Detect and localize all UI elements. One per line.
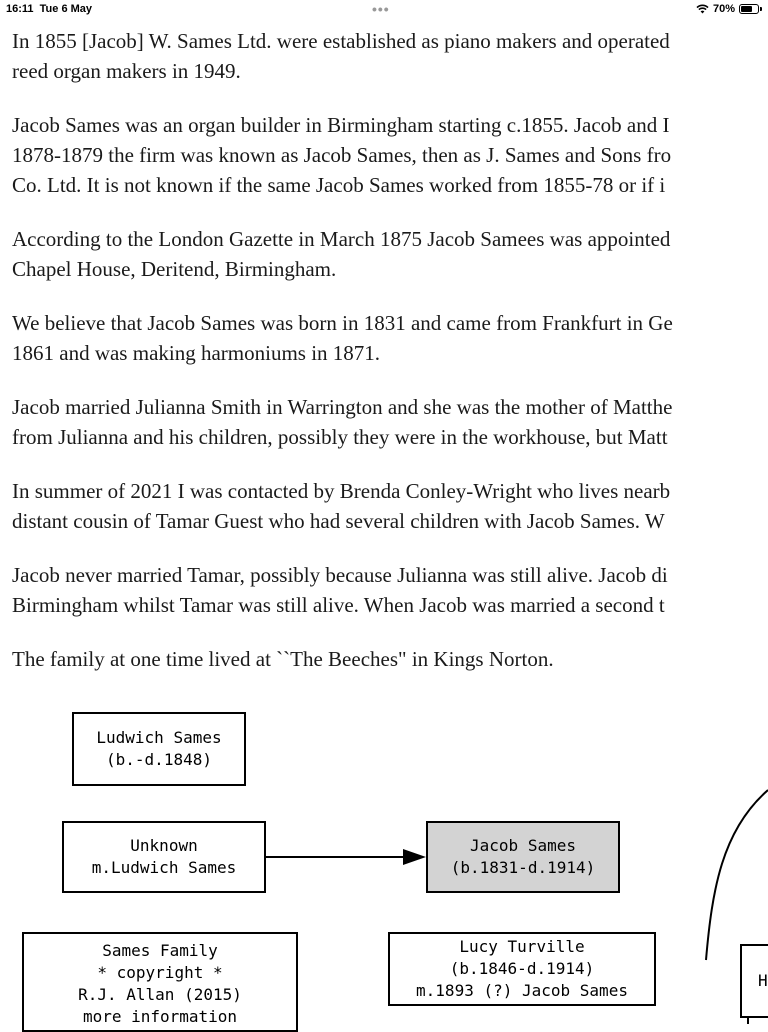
paragraph-line: 1861 and was making harmoniums in 1871. (12, 341, 381, 365)
paragraph-line: In summer of 2021 I was contacted by Brenda Conley-Wright who lives nearb (12, 479, 671, 503)
paragraph-line: from Julianna and his children, possibly they were in the workhouse, but Matt (12, 425, 668, 449)
node-jacob-sames[interactable] (426, 821, 620, 893)
family-tree-diagram (0, 690, 768, 1024)
paragraph-line: According to the London Gazette in March 1875 Jacob Samees was appointed (12, 227, 671, 251)
edge-curve-right (706, 790, 768, 960)
status-indicators (696, 3, 762, 15)
paragraph (12, 392, 768, 452)
arrowhead-icon (403, 849, 426, 865)
node-dates: (b.1831-d.1914) (450, 858, 596, 877)
battery-percent: 70% (712, 3, 735, 15)
status-time: 16:11 Tue 6 May (6, 3, 93, 15)
paragraph-line: Chapel House, Deritend, Birmingham. (12, 257, 337, 281)
node-unknown[interactable] (62, 821, 266, 893)
node-title: Sames Family (102, 941, 218, 960)
paragraph (12, 308, 768, 368)
node-lucy-turville[interactable] (388, 932, 656, 1006)
node-dates: (b.1846-d.1914) (449, 959, 595, 978)
node-name: H (758, 971, 768, 990)
paragraph-line: The family at one time lived at ``The Beeches" in Kings Norton. (12, 647, 554, 671)
paragraph-line: Jacob never married Tamar, possibly because Julianna was still alive. Jacob di (12, 563, 668, 587)
node-partial-offscreen[interactable] (740, 944, 768, 1018)
paragraph-line: 1878-1879 the firm was known as Jacob Sames, then as J. Sames and Sons fro (12, 143, 672, 167)
paragraph (12, 644, 768, 674)
paragraph (12, 110, 768, 200)
more-information-link[interactable]: more information (82, 1007, 238, 1026)
status-bar (0, 0, 768, 20)
paragraph-line: Birmingham whilst Tamar was still alive. When Jacob was married a second t (12, 593, 665, 617)
paragraph-line: Jacob Sames was an organ builder in Birmingham starting c.1855. Jacob and I (12, 113, 670, 137)
paragraph (12, 26, 768, 86)
node-relation: m.1893 (?) Jacob Sames (416, 981, 628, 1000)
paragraph-line: Jacob married Julianna Smith in Warrington and she was the mother of Matthe (12, 395, 673, 419)
status-date: Tue 6 May (39, 3, 93, 15)
node-name: Jacob Sames (470, 836, 576, 855)
paragraph-line: reed organ makers in 1949. (12, 59, 241, 83)
node-name: Ludwich Sames (96, 728, 222, 747)
node-relation: m.Ludwich Sames (91, 858, 237, 877)
paragraph-line: In 1855 [Jacob] W. Sames Ltd. were established as piano makers and operated (12, 29, 670, 53)
multitasking-dots-icon[interactable]: ••• (372, 1, 390, 17)
node-name: Unknown (130, 836, 198, 855)
node-dates: (b.-d.1848) (106, 750, 212, 769)
node-sames-family-info[interactable] (22, 932, 298, 1032)
paragraph-line: We believe that Jacob Sames was born in 1831 and came from Frankfurt in Ge (12, 311, 673, 335)
paragraph (12, 476, 768, 536)
node-name: Lucy Turville (459, 937, 585, 956)
node-copyright: * copyright * (97, 963, 223, 982)
paragraph-line: Co. Ltd. It is not known if the same Jacob Sames worked from 1855-78 or if i (12, 173, 666, 197)
battery-icon (739, 4, 759, 14)
node-author: R.J. Allan (2015) (78, 985, 242, 1004)
paragraph (12, 560, 768, 620)
node-ludwich-sames[interactable] (72, 712, 246, 786)
article-body (12, 26, 768, 698)
wifi-icon (696, 4, 709, 14)
paragraph-line: distant cousin of Tamar Guest who had several children with Jacob Sames. W (12, 509, 665, 533)
paragraph (12, 224, 768, 284)
